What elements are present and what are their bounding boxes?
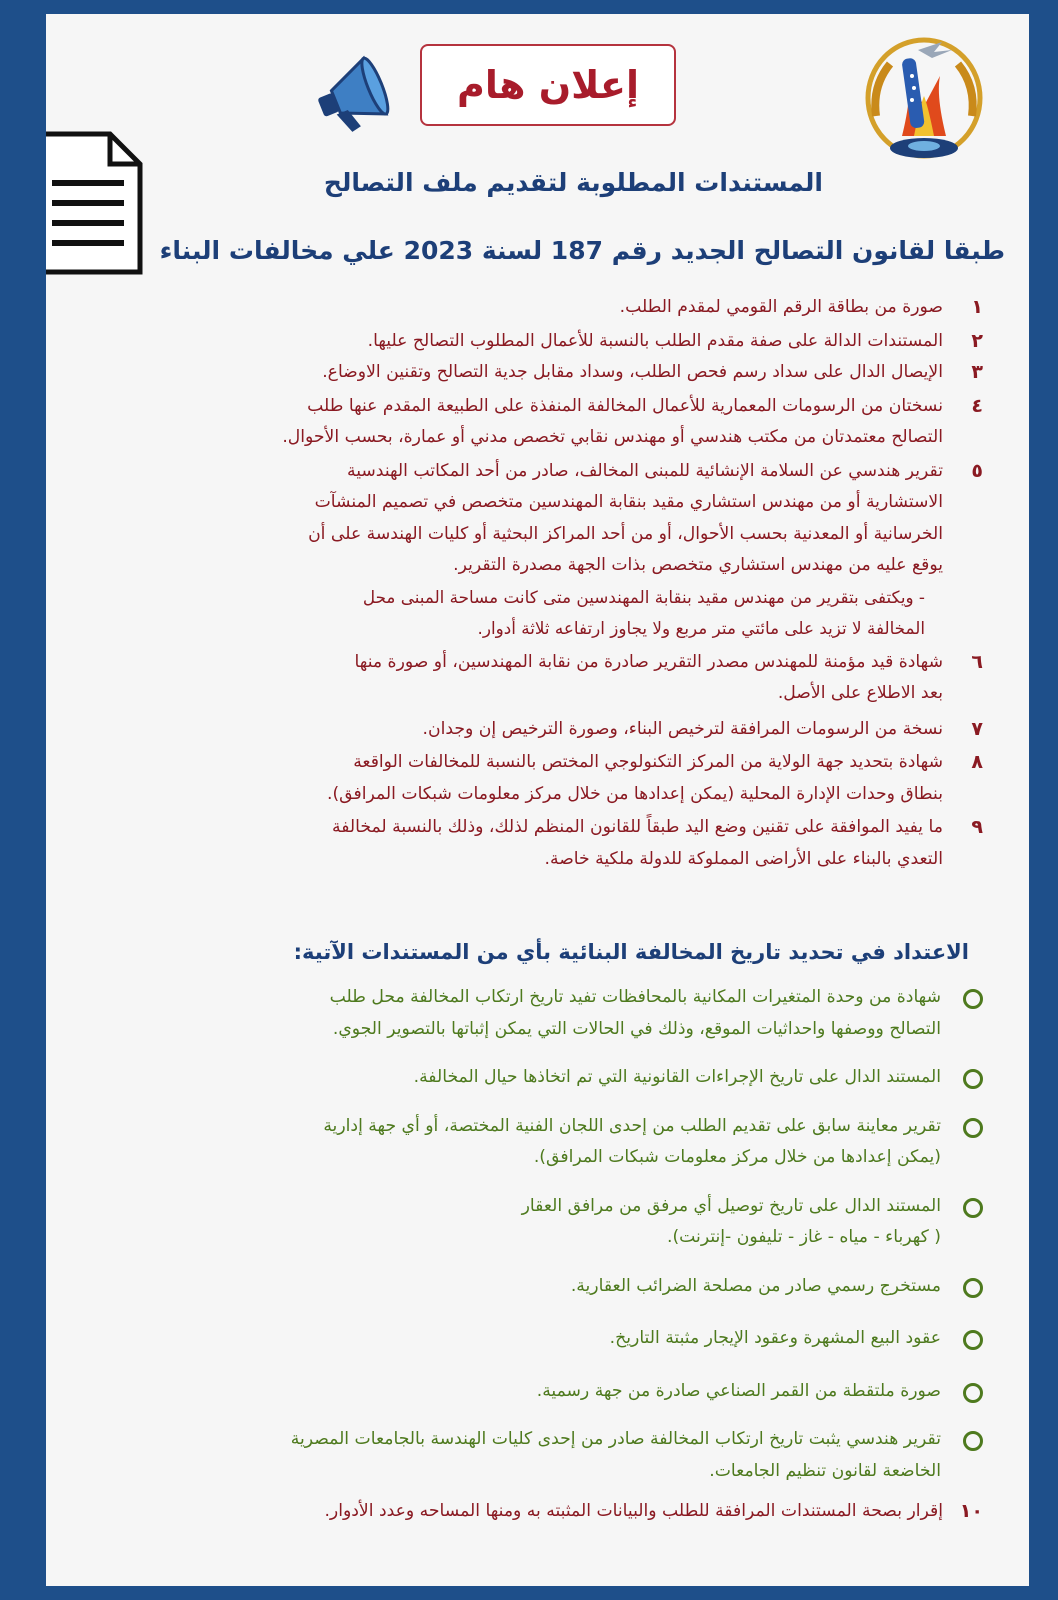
item-line: بعد الاطلاع على الأصل. [777,683,943,703]
dependence-heading: الاعتداد في تحديد تاريخ المخالفة البنائية بأي من المستندات الآتية: [293,940,969,964]
evidence-text [71,1424,941,1487]
list-item [71,747,983,810]
item-text [71,292,943,324]
item-text [71,747,943,810]
page-title: المستندات المطلوبة لتقديم ملف التصالح [323,168,823,197]
evidence-line: الخاضعة لقانون تنظيم الجامعات. [709,1460,941,1481]
item-line: صورة من بطاقة الرقم القومي لمقدم الطلب. [619,297,943,317]
list-item [71,391,983,454]
item-line: المستندات الدالة على صفة مقدم الطلب بالنسبة للأعمال المطلوب التصالح عليها. [367,330,943,351]
circle-bullet-icon [963,1431,983,1451]
date-evidence-list [71,982,983,1487]
item-text [71,456,943,645]
evidence-item [71,1271,983,1303]
document-icon [46,130,144,276]
circle-bullet-icon [963,1069,983,1089]
item-text [71,391,943,454]
requirements-list [71,292,983,877]
evidence-text [71,1323,941,1355]
evidence-item [71,1323,983,1355]
item-text [71,714,943,746]
item-line: الاستشارية أو من مهندس استشاري مقيد بنقابة المهندسين متخصص في تصميم المنشآت [314,492,943,512]
item-text: إقرار بصحة المستندات المرافقة للطلب والبيانات المثبته به ومنها المساحه وعدد الأدوار. [324,1501,943,1521]
evidence-line: المستند الدال على تاريخ الإجراءات القانونية التي تم اتخاذها حيال المخالفة. [413,1067,941,1087]
evidence-item [71,982,983,1045]
item-number: ١ [971,296,983,318]
item-number: ٧ [971,717,983,740]
item-number: ٨ [971,751,983,773]
item-text [71,647,943,710]
evidence-item [71,1191,983,1254]
item-text [71,812,943,875]
list-item-10 [71,1496,983,1528]
megaphone-icon [308,52,392,136]
evidence-line: تقرير معاينة سابق على تقديم الطلب من إحدى اللجان الفنية المختصة، أو أي جهة إدارية [323,1115,941,1136]
list-item [71,812,983,875]
evidence-line: مستخرج رسمي صادر من مصلحة الضرائب العقارية. [570,1275,941,1296]
circle-bullet-icon [963,1118,983,1138]
list-item [71,326,983,358]
evidence-line: تقرير هندسي يثبت تاريخ ارتكاب المخالفة صادر من إحدى كليات الهندسة بالجامعات المصرية [290,1429,941,1449]
item-number: ٩ [971,816,983,838]
evidence-item [71,1062,983,1094]
emblem-logo [862,36,986,164]
item-number: ٥ [971,459,983,482]
item-line: التعدي بالبناء على الأراضى المملوكة للدولة ملكية خاصة. [544,848,943,869]
circle-bullet-icon [963,1198,983,1218]
item-line: التصالح معتمدتان من مكتب هندسي أو مهندس نقابي تخصص مدني أو عمارة، بحسب الأحوال. [282,427,943,447]
item-number: ٢ [971,329,983,352]
item-line: يوقع عليه من مهندس استشاري متخصص بذات الجهة مصدرة التقرير. [453,555,943,575]
evidence-item [71,1376,983,1408]
item-line: نسخة من الرسومات المرافقة لترخيص البناء، وصورة الترخيص إن وجدان. [422,718,943,739]
item-text [71,357,943,389]
item-number: ٤ [971,394,983,417]
list-item [71,714,983,746]
circle-bullet-icon [963,1278,983,1298]
evidence-line: (يمكن إعدادها من خلال مركز معلومات شبكات المرافق). [533,1147,941,1167]
item-line: ما يفيد الموافقة على تقنين وضع اليد طبقاً للقانون المنظم لذلك، وذلك بالنسبة لمخالفة [332,817,943,837]
circle-bullet-icon [963,1383,983,1403]
evidence-text [71,1376,941,1408]
evidence-line: التصالح ووصفها واحداثيات الموقع، وذلك في الحالات التي يمكن إثباتها بالتصوير الجوي. [332,1018,941,1039]
announcement-sheet [46,14,1029,1586]
item-line: شهادة قيد مؤمنة للمهندس مصدر التقرير صادرة من نقابة المهندسين، أو صورة منها [354,651,943,672]
evidence-line: شهادة من وحدة المتغيرات المكانية بالمحافظات تفيد تاريخ ارتكاب المخالفة محل طلب [329,987,941,1007]
page-subtitle: طبقا لقانون التصالح الجديد رقم 187 لسنة 2023 علي مخالفات البناء [159,236,1005,265]
circle-bullet-icon [963,989,983,1009]
evidence-text [71,1271,941,1303]
item-text [71,326,943,358]
item-subnote: - ويكتفى بتقرير من مهندس مقيد بنقابة المهندسين متى كانت مساحة المبنى محل [362,586,925,607]
item-number: ١٠ [959,1500,983,1522]
evidence-line: صورة ملتقطة من القمر الصناعي صادرة من جهة رسمية. [536,1380,941,1401]
evidence-text [71,982,941,1045]
evidence-line: المستند الدال على تاريخ توصيل أي مرفق من مرافق العقار [521,1195,941,1216]
item-line: شهادة بتحديد جهة الولاية من المركز التكنولوجي المختص بالنسبة للمخالفات الواقعة [353,752,943,772]
item-line: بنطاق وحدات الإدارة المحلية (يمكن إعدادها من خلال مركز معلومات شبكات المرافق). [327,783,943,804]
item-subnote: المخالفة لا تزيد على مائتي متر مربع ولا يجاوز ارتفاعه ثلاثة أدوار. [477,618,925,638]
list-item [71,357,983,389]
list-item [71,456,983,645]
evidence-text [71,1111,941,1174]
evidence-item [71,1424,983,1487]
evidence-line: ( كهرباء - مياه - غاز - تليفون -إنترنت). [667,1227,941,1247]
list-item [71,292,983,324]
evidence-item [71,1111,983,1174]
item-number: ٣ [971,361,983,383]
item-line: تقرير هندسي عن السلامة الإنشائية للمبنى المخالف، صادر من أحد المكاتب الهندسية [347,460,943,481]
evidence-line: عقود البيع المشهرة وعقود الإيجار مثبتة التاريخ. [609,1328,941,1348]
item-line: الإيصال الدال على سداد رسم فحص الطلب، وسداد مقابل جدية التصالح وتقنين الاوضاع. [322,362,943,382]
announcement-banner: إعلان هام [420,44,676,126]
item-number: ٦ [971,650,983,673]
list-item [71,647,983,710]
item-line: نسختان من الرسومات المعمارية للأعمال المخالفة المنفذة على الطبيعة المقدم عنها طلب [307,395,943,416]
evidence-text [71,1062,941,1094]
item-line: الخرسانية أو المعدنية بحسب الأحوال، أو من أحد المراكز البحثية أو كليات الهندسة على أن [308,523,943,544]
circle-bullet-icon [963,1330,983,1350]
evidence-text [71,1191,941,1254]
